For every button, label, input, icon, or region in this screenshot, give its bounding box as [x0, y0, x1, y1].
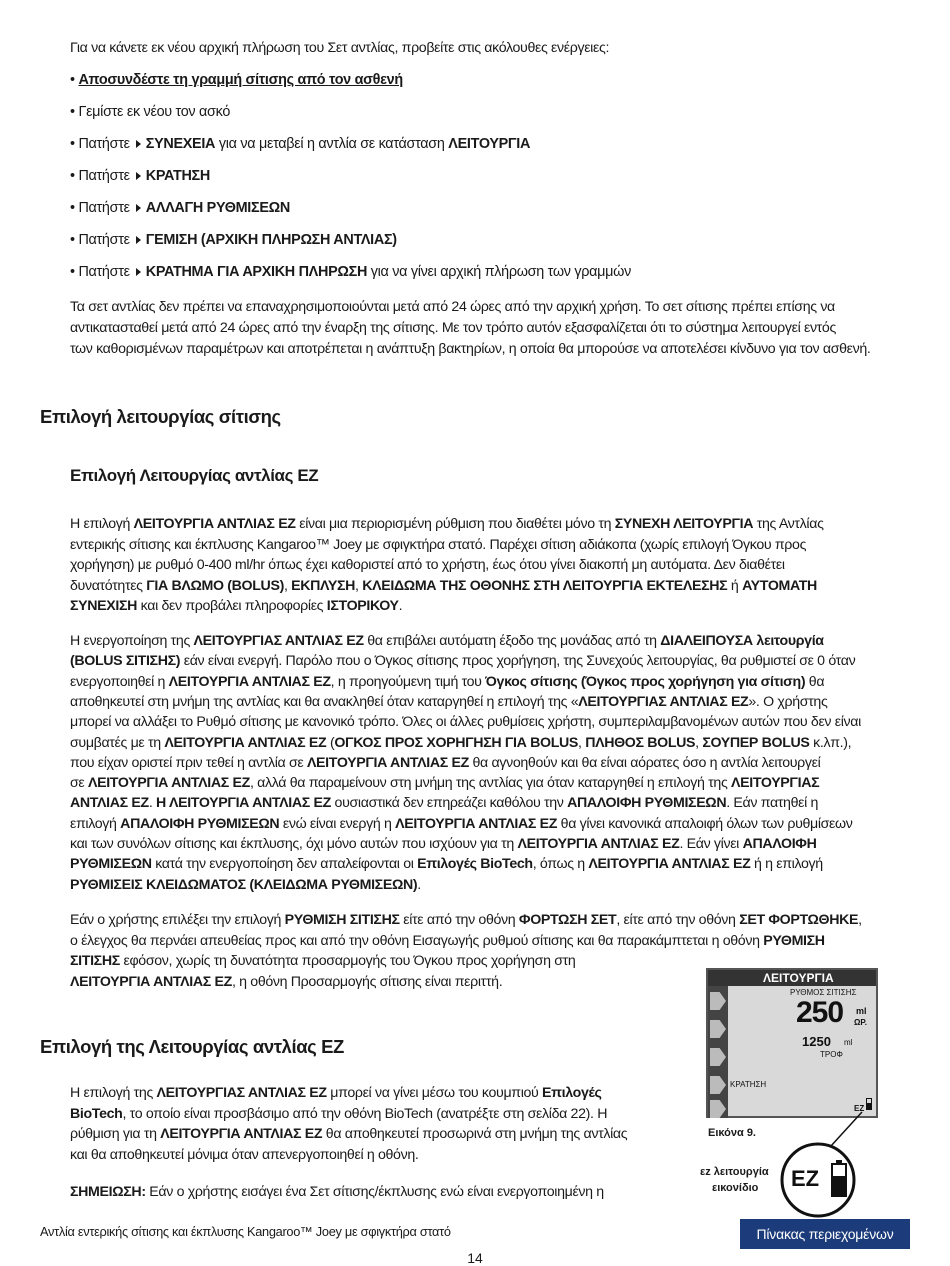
soft-key-arrow-icon: [710, 1076, 726, 1094]
device-screen-figure: [706, 968, 878, 1118]
para1-line: αντικατασταθεί μετά από 24 ώρες από την έναρξη της σίτισης. Με τον τρόπο αυτόν εξασφαλίζεται ότι το σύστημα λειτουργεί εντός: [70, 320, 836, 336]
bullet-3-end: ΛΕΙΤΟΥΡΓΙΑ: [448, 136, 531, 152]
bullet-1: • Αποσυνδέστε τη γραμμή σίτισης από τον ασθενή: [70, 72, 403, 88]
ez-small-label: EZ: [854, 1104, 865, 1113]
para4-line: ΛΕΙΤΟΥΡΓΙΑ ΑΝΤΛΙΑΣ EZ, η οθόνη Προσαρμογής σίτισης είναι περιττή.: [70, 973, 503, 990]
ez-icon-text: EZ: [791, 1166, 820, 1191]
section-heading: Επιλογή λειτουργίας σίτισης: [40, 406, 281, 427]
icon-caption-1: εz λειτουργία: [700, 1166, 769, 1178]
arrow-right-icon: [136, 268, 141, 276]
table-of-contents-button[interactable]: Πίνακας περιεχομένων: [740, 1219, 910, 1249]
para2-line: Η επιλογή ΛΕΙΤΟΥΡΓΙΑ ΑΝΤΛΙΑΣ EZ είναι μια περιορισμένη ρύθμιση που διαθέτει μόνο τη ΣΥΝΕΧΗ ΛΕΙΤΟΥΡΓΙΑ της Αντλίας: [70, 516, 824, 532]
key-change-settings: ΑΛΛΑΓΗ ΡΥΘΜΙΣΕΩΝ: [145, 200, 290, 216]
bullet-2: • Γεμίστε εκ νέου τον ασκό: [70, 104, 231, 120]
soft-key-arrow-icon: [710, 1048, 726, 1066]
para1-line: των καθορισμένων παραμέτρων και αποτρέπεται η ανάπτυξη βακτηρίων, η οποία θα μπορούσε να αποτελέσει κίνδυνο για τον ασθενή.: [70, 341, 871, 357]
fed-label: ΤΡΟΦ: [820, 1050, 843, 1059]
press-label: Πατήστε: [78, 200, 130, 216]
para3-line: ΡΥΘΜΙΣΕΩΝ κατά την ενεργοποίηση δεν απαλείφονται οι Επιλογές BioTech, όπως η ΛΕΙΤΟΥΡΓΙΑ ΑΝΤΛΙΑΣ EZ ή η επιλογή: [70, 856, 823, 873]
bullet-1-text: Αποσυνδέστε τη γραμμή σίτισης από τον ασθενή: [78, 72, 403, 88]
para2-line: ΣΥΝΕΧΙΣΗ και δεν προβάλει πληροφορίες ΙΣΤΟΡΙΚΟΥ.: [70, 598, 403, 614]
para2-line: χορήγηση) με ρυθμό 0-400 ml/hr όπως έχει καθοριστεί από το χρήστη, έως ότου γίνει διακοπή μη αυτόματα. Δεν διαθέτει: [70, 557, 785, 573]
para3-line: Η ενεργοποίηση της ΛΕΙΤΟΥΡΓΙΑΣ ΑΝΤΛΙΑΣ EZ θα επιβάλει αυτόματη έξοδο της μονάδας από τη ΔΙΑΛΕΙΠΟΥΣΑ λειτουργία: [70, 633, 824, 649]
bullet-6: • Πατήστε ΓΕΜΙΣΗ (ΑΡΧΙΚΗ ΠΛΗΡΩΣΗ ΑΝΤΛΙΑΣ): [70, 232, 397, 248]
press-label: Πατήστε: [78, 264, 130, 280]
rate-unit-bottom: ΩΡ.: [854, 1018, 867, 1027]
hold-label: ΚΡΑΤΗΣΗ: [730, 1080, 767, 1089]
ez-icon-battery-cap: [836, 1160, 842, 1164]
bullet-7-end: για να γίνει αρχική πλήρωση των γραμμών: [370, 264, 631, 280]
screen-header: [708, 970, 876, 986]
press-label: Πατήστε: [78, 136, 130, 152]
callout-svg: [690, 1100, 920, 1220]
rate-unit-top: ml: [856, 1006, 867, 1016]
para5-line: και θα αποθηκευτεί μόνιμα όταν απενεργοποιηθεί η οθόνη.: [70, 1146, 419, 1163]
para3-line: αποθηκευτεί στη μνήμη της αντλίας και θα ανακληθεί όταν καταργηθεί η επιλογή της «ΛΕΙΤΟΥΡΓΙΑΣ ΑΝΤΛΙΑΣ EZ». Ο χρήστης: [70, 693, 828, 710]
arrow-right-icon: [136, 140, 141, 148]
para2-line: δυνατότητες ΓΙΑ ΒΛΩΜΟ (BOLUS), ΕΚΠΛΥΣΗ, ΚΛΕΙΔΩΜΑ ΤΗΣ ΟΘΟΝΗΣ ΣΤΗ ΛΕΙΤΟΥΡΓΙΑ ΕΚΤΕΛΕΣΗΣ ή ΑΥΤΟΜΑΤΗ: [70, 577, 817, 594]
subsection-heading: Επιλογή Λειτουργίας αντλίας EZ: [70, 466, 319, 485]
key-fill: ΓΕΜΙΣΗ (ΑΡΧΙΚΗ ΠΛΗΡΩΣΗ ΑΝΤΛΙΑΣ): [145, 232, 397, 248]
press-label: Πατήστε: [78, 168, 130, 184]
note-line: ΣΗΜΕΙΩΣΗ: Εάν ο χρήστης εισάγει ένα Σετ σίτισης/έκπλυσης ενώ είναι ενεργοποιημένη η: [70, 1184, 604, 1200]
para3-line: ΡΥΘΜΙΣΕΙΣ ΚΛΕΙΔΩΜΑΤΟΣ (ΚΛΕΙΔΩΜΑ ΡΥΘΜΙΣΕΩΝ).: [70, 876, 421, 893]
footer-title: Αντλία εντερικής σίτισης και έκπλυσης Kangaroo™ Joey με σφιγκτήρα στατό: [40, 1224, 451, 1239]
icon-caption-2: εικονίδιο: [712, 1182, 759, 1194]
bullet-7: • Πατήστε ΚΡΑΤΗΜΑ ΓΙΑ ΑΡΧΙΚΗ ΠΛΗΡΩΣΗ για να γίνει αρχική πλήρωση των γραμμών: [70, 264, 631, 280]
bullet-4: • Πατήστε ΚΡΑΤΗΣΗ: [70, 168, 210, 184]
section-heading-2: Επιλογή της Λειτουργίας αντλίας EZ: [40, 1036, 344, 1057]
fed-value: 1250: [802, 1034, 831, 1049]
para4-line: Εάν ο χρήστης επιλέξει την επιλογή ΡΥΘΜΙΣΗ ΣΙΤΙΣΗΣ είτε από την οθόνη ΦΟΡΤΩΣΗ ΣΕΤ, είτε από την οθόνη ΣΕΤ ΦΟΡΤΩΘΗΚΕ,: [70, 912, 862, 928]
para1-line: Τα σετ αντλίας δεν πρέπει να επαναχρησιμοποιούνται μετά από 24 ώρες από την αρχική χρήση. Το σετ σίτισης πρέπει επίσης να: [70, 299, 835, 315]
para4-line: ο έλεγχος θα περνάει απευθείας προς και από την οθόνη Εισαγωγής ρυθμού σίτισης και θα παρακάμπτεται η οθόνη ΡΥΘΜΙΣΗ: [70, 932, 825, 949]
rate-value: 250: [796, 996, 844, 1029]
para2-line: εντερικής σίτισης και έκπλυσης Kangaroo™ Joey με σφιγκτήρα στατό. Παρέχει σίτιση αδιάκοπα (χωρίς επιλογή Όγκου προς: [70, 536, 807, 553]
key-hold-prime: ΚΡΑΤΗΜΑ ΓΙΑ ΑΡΧΙΚΗ ΠΛΗΡΩΣΗ: [145, 264, 368, 280]
para3-line: συμβατές με τη ΛΕΙΤΟΥΡΓΙΑ ΑΝΤΛΙΑΣ EZ (ΟΓΚΟΣ ΠΡΟΣ ΧΟΡΗΓΗΣΗ ΓΙΑ BOLUS, ΠΛΗΘΟΣ BOLUS, ΣΟΥΠΕΡ BOLUS κ.λπ.),: [70, 734, 852, 751]
para5-line: BioTech, το οποίο είναι προσβάσιμο από την οθόνη BioTech (ανατρέξτε στη σελίδα 22). Η: [70, 1105, 608, 1122]
para3-line: μπορεί να αλλάξει το Ρυθμό σίτισης με κανονικό τρόπο. Όλες οι άλλες ρυθμίσεις χρήστη, συμπεριλαμβανομένων αυτών που δεν είναι: [70, 714, 861, 731]
key-hold: ΚΡΑΤΗΣΗ: [145, 168, 210, 184]
figure-caption: Εικόνα 9.: [708, 1127, 756, 1139]
key-continue: ΣΥΝΕΧΕΙΑ: [145, 136, 216, 152]
screen-side-buttons: [708, 986, 728, 1118]
para3-line: που είχαν οριστεί πριν τεθεί η αντλία σε ΛΕΙΤΟΥΡΓΙΑ ΑΝΤΛΙΑΣ EZ θα αγνοηθούν και θα είναι αόρατες όσο η αντλία λειτουργεί: [70, 754, 821, 771]
ez-icon-battery-fill: [832, 1176, 846, 1196]
bullet-3: • Πατήστε ΣΥΝΕΧΕΙΑ για να μεταβεί η αντλία σε κατάσταση ΛΕΙΤΟΥΡΓΙΑ: [70, 136, 531, 152]
screen-title: ΛΕΙΤΟΥΡΓΙΑ: [763, 971, 834, 985]
bullet-2-text: Γεμίστε εκ νέου τον ασκό: [78, 104, 231, 120]
intro-text: Για να κάνετε εκ νέου αρχική πλήρωση του Σετ αντλίας, προβείτε στις ακόλουθες ενέργειες:: [70, 40, 610, 56]
para4-line: ΣΙΤΙΣΗΣ εφόσον, χωρίς τη δυνατότητα προσαρμογής του Όγκου προς χορήγηση στη: [70, 953, 576, 969]
page-number: 14: [467, 1250, 483, 1266]
arrow-right-icon: [136, 204, 141, 212]
para3-line: (BOLUS ΣΙΤΙΣΗΣ) εάν είναι ενεργή. Παρόλο που ο Όγκος σίτισης προς χορήγηση, της Συνεχούς λειτουργίας, θα ρυθμιστεί σε 0 όταν: [70, 653, 856, 670]
soft-key-arrow-icon: [710, 992, 726, 1010]
para3-line: σε ΛΕΙΤΟΥΡΓΙΑ ΑΝΤΛΙΑΣ EZ, αλλά θα παραμείνουν στη μνήμη της αντλίας για όταν καταργηθεί η επιλογή της ΛΕΙΤΟΥΡΓΙΑΣ: [70, 775, 820, 792]
para3-line: ΑΝΤΛΙΑΣ EZ. Η ΛΕΙΤΟΥΡΓΙΑ ΑΝΤΛΙΑΣ EZ ουσιαστικά δεν επηρεάζει καθόλου την ΑΠΑΛΟΙΦΗ ΡΥΘΜΙΣΕΩΝ. Εάν πατηθεί η: [70, 795, 819, 812]
para3-line: και των συνόλων σίτισης και έκπλυσης, όχι μόνο αυτών που ισχύουν για τη ΛΕΙΤΟΥΡΓΙΑ ΑΝΤΛΙΑΣ EZ. Εάν γίνει ΑΠΑΛΟΙΦΗ: [70, 836, 817, 852]
rate-label: ΡΥΘΜΟΣ ΣΙΤΙΣΗΣ: [790, 988, 857, 997]
para5-line: Η επιλογή της ΛΕΙΤΟΥΡΓΙΑΣ ΑΝΤΛΙΑΣ EZ μπορεί να γίνει μέσω του κουμπιού Επιλογές: [70, 1085, 602, 1101]
para3-line: ενεργοποιηθεί η ΛΕΙΤΟΥΡΓΙΑ ΑΝΤΛΙΑΣ EZ, η προηγούμενη τιμή του Όγκος σίτισης (Όγκος προς χορήγηση για σίτιση) θα: [70, 673, 825, 690]
bullet-3-mid: για να μεταβεί η αντλία σε κατάσταση: [218, 136, 445, 152]
para3-line: επιλογή ΑΠΑΛΟΙΦΗ ΡΥΘΜΙΣΕΩΝ ενώ είναι ενεργή η ΛΕΙΤΟΥΡΓΙΑ ΑΝΤΛΙΑΣ EZ θα γίνει κανονικά απαλοιφή όλων των ρυθμίσεων: [70, 815, 853, 832]
para5-line: ρύθμιση για τη ΛΕΙΤΟΥΡΓΙΑ ΑΝΤΛΙΑΣ EZ θα αποθηκευτεί προσωρινά στη μνήμη της αντλίας: [70, 1126, 628, 1142]
bullet-5: • Πατήστε ΑΛΛΑΓΗ ΡΥΘΜΙΣΕΩΝ: [70, 200, 290, 216]
arrow-right-icon: [136, 236, 141, 244]
arrow-right-icon: [136, 172, 141, 180]
press-label: Πατήστε: [78, 232, 130, 248]
soft-key-arrow-icon: [710, 1020, 726, 1038]
fed-unit: ml: [844, 1038, 853, 1047]
